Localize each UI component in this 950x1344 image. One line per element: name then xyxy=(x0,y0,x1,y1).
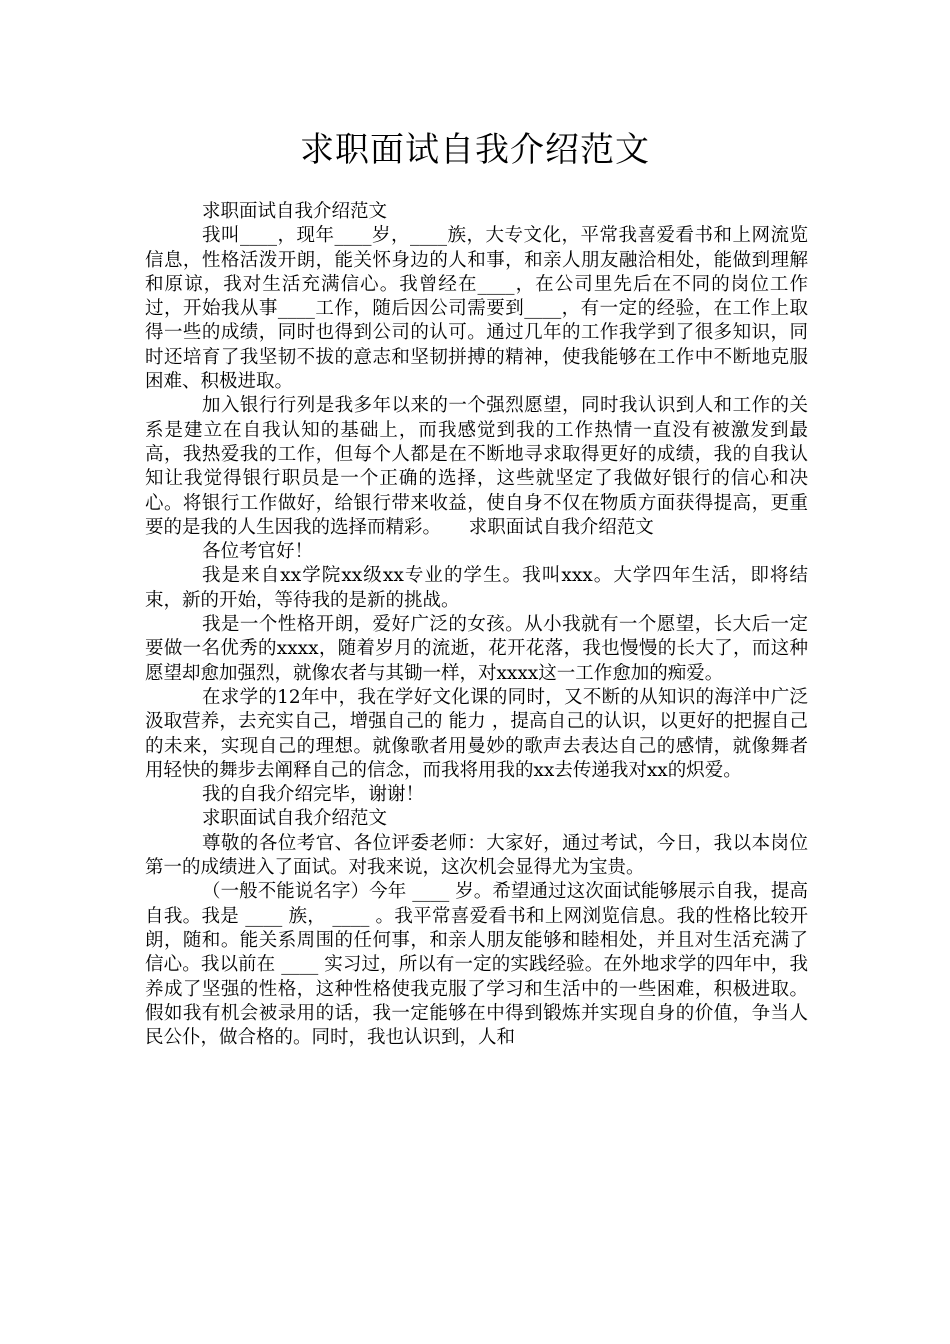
paragraph: 我是一个性格开朗，爱好广泛的女孩。从小我就有一个愿望，长大后一定要做一名优秀的xxxx，随着岁月的流逝，花开花落，我也慢慢的长大了，而这种愿望却愈加强烈，就像农者与其锄一样，对xxxx这一工作愈加的痴爱。 xyxy=(145,614,808,684)
paragraph: 求职面试自我介绍范文 xyxy=(202,808,388,830)
paragraph: 我的自我介绍完毕，谢谢！ xyxy=(202,784,425,806)
paragraph: 我是来自xx学院xx级xx专业的学生。我叫xxx。大学四年生活，即将结束，新的开始，等待我的是新的挑战。 xyxy=(145,565,808,611)
paragraph: 求职面试自我介绍范文 xyxy=(202,201,388,222)
paragraph: 加入银行行列是我多年以来的一个强烈愿望，同时我认识到人和工作的关系是建立在自我认知的基础上，而我感觉到我的工作热情一直没有被激发到最高，我热爱我的工作，但每个人都是在不断地寻求取得更好的成绩，我的自我认知让我觉得银行职员是一个正确的选择，这些就坚定了我做好银行的信心和决心。将银行工作做好，给银行带来收益，使自身不仅在物质方面获得提高，更重要的是我的人生因我的选择而精彩。 求职面试自我介绍范文 xyxy=(145,395,808,538)
paragraph: 尊敬的各位考官、各位评委老师：大家好，通过考试，今日，我以本岗位第一的成绩进入了面试。对我来说，这次机会显得尤为宝贵。 xyxy=(145,832,808,879)
paragraph: （一般不能说名字）今年 ____ 岁。希望通过这次面试能够展示自我，提高自我。我是 ____ 族， ____ 。我平常喜爱看书和上网浏览信息。我的性格比较开朗，随和。能关系周围的任何事，和亲人朋友能够和睦相处，并且对生活充满了信心。我以前在 ____ 实习过，所以有一定的实践经验。在外地求学的四年中，我养成了坚强的性格，这种性格使我克服了学习和生活中的一些困难，积极进取。假如我有机会被录用的话，我一定能够在中得到锻炼并实现自身的价值，争当人民公仆，做合格的。同时，我也认识到，人和 xyxy=(145,881,808,1049)
paragraph: 我叫____，现年____岁，____族，大专文化，平常我喜爱看书和上网流览信息，性格活泼开朗，能关怀身边的人和事，和亲人朋友融洽相处，能做到理解和原谅，我对生活充满信心。我曾经在____，在公司里先后在不同的岗位工作过，开始我从事____工作，随后因公司需要到____，有一定的经验，在工作上取得一些的成绩，同时也得到公司的认可。通过几年的工作我学到了很多知识，同时还培育了我坚韧不拔的意志和坚韧拼搏的精神，使我能够在工作中不断地克服困难、积极进取。 xyxy=(145,225,808,393)
paragraph: 在求学的12年中，我在学好文化课的同时，又不断的从知识的海洋中广泛汲取营养，去充实自己，增强自己的 能力 ，提高自己的认识，以更好的把握自己的未来，实现自己的理想。就像歌者用曼妙的歌声去表达自己的感情，就像舞者用轻快的舞步去阐释自己的信念，而我将用我的xx去传递我对xx的炽爱。 xyxy=(145,686,808,781)
document-title: 求职面试自我介绍范文 xyxy=(300,130,650,170)
paragraph: 各位考官好！ xyxy=(202,541,314,563)
document-body xyxy=(145,200,808,1050)
